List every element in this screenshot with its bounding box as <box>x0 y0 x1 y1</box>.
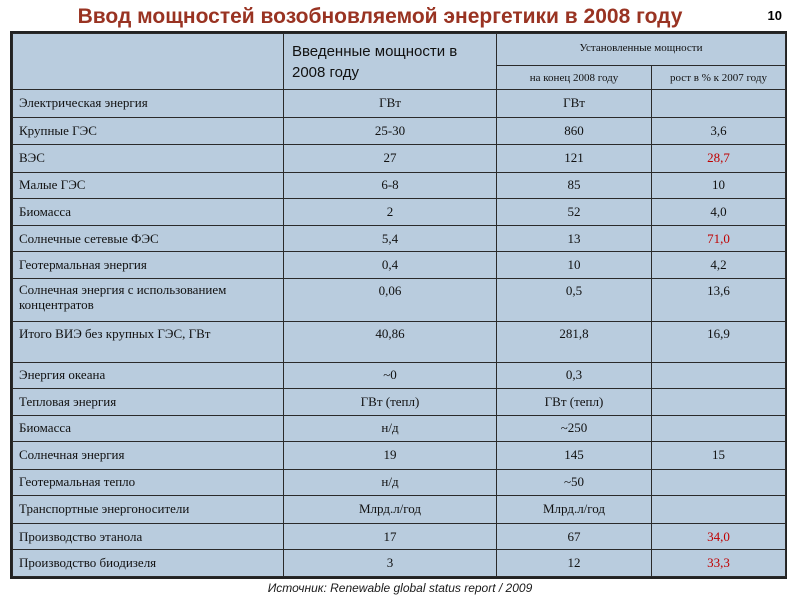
row-label: Производство этанола <box>13 523 284 550</box>
cell-added: 19 <box>284 442 497 470</box>
header-label-cell <box>13 34 284 90</box>
cell-added: 3 <box>284 550 497 577</box>
table-row <box>13 496 786 524</box>
cell-growth: 13,6 <box>652 278 786 321</box>
table-row <box>13 469 786 496</box>
cell-installed: 145 <box>497 442 652 470</box>
cell-installed: 10 <box>497 252 652 279</box>
cell-growth <box>652 90 786 118</box>
row-label: Биомасса <box>13 415 284 442</box>
table-row <box>13 278 786 321</box>
cell-growth: 4,2 <box>652 252 786 279</box>
row-label: Солнечные сетевые ФЭС <box>13 225 284 252</box>
header-added-capacity: Введенные мощности в 2008 году <box>284 34 497 90</box>
row-label: Электрическая энергия <box>13 90 284 118</box>
cell-growth: 16,9 <box>652 321 786 362</box>
cell-growth <box>652 389 786 416</box>
row-label: Итого ВИЭ без крупных ГЭС, ГВт <box>13 321 284 362</box>
cell-growth <box>652 415 786 442</box>
table-row <box>13 172 786 199</box>
cell-added: 0,06 <box>284 278 497 321</box>
cell-added: Млрд.л/год <box>284 496 497 524</box>
cell-installed: 12 <box>497 550 652 577</box>
renewables-table <box>12 33 786 577</box>
cell-added: ГВт <box>284 90 497 118</box>
cell-installed: 121 <box>497 145 652 173</box>
cell-added: н/д <box>284 469 497 496</box>
cell-growth-highlight: 28,7 <box>652 145 786 173</box>
slide-title: Ввод мощностей возобновляемой энергетики в 2008 году <box>77 5 683 28</box>
cell-growth-highlight: 71,0 <box>652 225 786 252</box>
table-row <box>13 145 786 173</box>
table-row <box>13 389 786 416</box>
table-row <box>13 252 786 279</box>
cell-installed: 67 <box>497 523 652 550</box>
cell-installed: 0,5 <box>497 278 652 321</box>
table-row <box>13 550 786 577</box>
page-number: 10 <box>767 8 782 23</box>
cell-added: 25-30 <box>284 117 497 145</box>
cell-added: 17 <box>284 523 497 550</box>
cell-growth: 10 <box>652 172 786 199</box>
row-label: Малые ГЭС <box>13 172 284 199</box>
cell-added: н/д <box>284 415 497 442</box>
cell-growth: 15 <box>652 442 786 470</box>
row-label: Биомасса <box>13 199 284 226</box>
row-label: Энергия океана <box>13 362 284 389</box>
row-label: Геотермальная энергия <box>13 252 284 279</box>
cell-installed: Млрд.л/год <box>497 496 652 524</box>
source-caption: Источник: Renewable global status report / 2009 <box>267 581 533 595</box>
cell-growth <box>652 496 786 524</box>
table-row <box>13 415 786 442</box>
cell-added: ~0 <box>284 362 497 389</box>
header-installed-capacity: Установленные мощности <box>497 34 786 66</box>
row-label: Тепловая энергия <box>13 389 284 416</box>
table-row <box>13 199 786 226</box>
header-growth-pct: рост в % к 2007 году <box>652 66 786 90</box>
row-label: ВЭС <box>13 145 284 173</box>
cell-growth-highlight: 33,3 <box>652 550 786 577</box>
cell-added: 40,86 <box>284 321 497 362</box>
row-label: Крупные ГЭС <box>13 117 284 145</box>
cell-installed: 52 <box>497 199 652 226</box>
cell-added: ГВт (тепл) <box>284 389 497 416</box>
row-label: Солнечная энергия с использованием концентратов <box>13 278 284 321</box>
row-label: Геотермальная тепло <box>13 469 284 496</box>
cell-installed: ~250 <box>497 415 652 442</box>
cell-installed: ~50 <box>497 469 652 496</box>
cell-growth <box>652 469 786 496</box>
cell-added: 6-8 <box>284 172 497 199</box>
table-row <box>13 362 786 389</box>
cell-growth: 4,0 <box>652 199 786 226</box>
cell-installed: 85 <box>497 172 652 199</box>
table-row <box>13 117 786 145</box>
cell-installed: 281,8 <box>497 321 652 362</box>
cell-added: 27 <box>284 145 497 173</box>
table-frame <box>10 31 787 579</box>
table-row <box>13 90 786 118</box>
cell-growth <box>652 362 786 389</box>
row-label: Транспортные энергоносители <box>13 496 284 524</box>
cell-installed: 0,3 <box>497 362 652 389</box>
cell-added: 5,4 <box>284 225 497 252</box>
table-row <box>13 321 786 362</box>
cell-installed: ГВт (тепл) <box>497 389 652 416</box>
table-row <box>13 225 786 252</box>
table-row <box>13 523 786 550</box>
row-label: Производство биодизеля <box>13 550 284 577</box>
cell-added: 2 <box>284 199 497 226</box>
cell-growth: 3,6 <box>652 117 786 145</box>
cell-installed: 860 <box>497 117 652 145</box>
cell-growth-highlight: 34,0 <box>652 523 786 550</box>
row-label: Солнечная энергия <box>13 442 284 470</box>
cell-installed: ГВт <box>497 90 652 118</box>
cell-added: 0,4 <box>284 252 497 279</box>
table-row <box>13 442 786 470</box>
cell-installed: 13 <box>497 225 652 252</box>
header-end-2008: на конец 2008 году <box>497 66 652 90</box>
